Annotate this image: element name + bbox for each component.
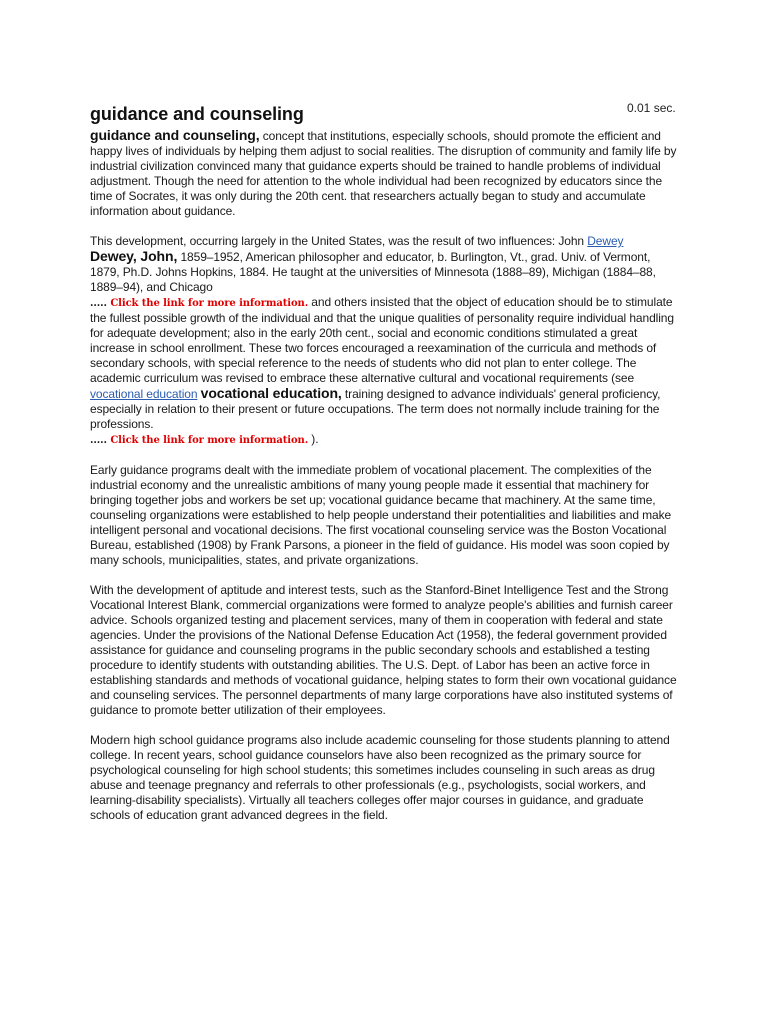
- more-info-link-dewey[interactable]: [90, 298, 308, 309]
- paragraph-definition: [90, 128, 680, 219]
- vocational-education-term: vocational education,: [200, 385, 342, 401]
- more-info-link-vocational[interactable]: [90, 435, 308, 446]
- query-time: 0.01 sec.: [627, 101, 676, 115]
- paragraph-testing: With the development of aptitude and interest tests, such as the Stanford-Binet Intelligence Test and the Strong Vocational Interest Blank, commercial organizations were formed to analyze people's abilities and furnish career advice. Schools organized testing and placement services, many of them in cooperation with federal and state agencies. Under the provisions of the National Defense Education Act (1958), the federal government provided assistance for guidance and counseling programs in the public secondary schools and established a testing procedure to identify students with outstanding abilities. The U.S. Dept. of Labor has been an active force in establishing standards and methods of vocational guidance, helping states to form their own vocational guidance and counseling services. The personnel departments of many large corporations have also instituted systems of guidance to promote better utilization of their employees.: [90, 583, 677, 717]
- definition-text: concept that institutions, especially schools, should promote the efficient and happy lives of individuals by helping them adjust to social realities. The disruption of community and family life by industrial civilization convinced many that guidance experts should be trained to handle problems of individual adjustment. Though the need for attention to the whole individual had been recognized by educators since the time of Socrates, it was only during the 20th cent. that researchers actually began to study and accumulate information about guidance.: [90, 129, 677, 218]
- development-intro: This development, occurring largely in the United States, was the result of two influences: John: [90, 234, 588, 248]
- dewey-term: Dewey, John,: [90, 248, 178, 264]
- article-title: guidance and counseling: [90, 104, 304, 124]
- paragraph-modern-programs: Modern high school guidance programs also include academic counseling for those students planning to attend college. In recent years, school guidance counselors have also been recognized as the primary source for psychological counseling for high school students; this sometimes includes counseling in such areas as drug abuse and teenage pregnancy and referrals to other professionals (e.g., psychologists, social workers, and learning-disability specialists). Virtually all teachers colleges offer major courses in guidance, and graduate schools of education grant advanced degrees in the field.: [90, 733, 670, 822]
- paragraph-early-programs: Early guidance programs dealt with the immediate problem of vocational placement. The complexities of the industrial economy and the unrealistic ambitions of many young people made it essential that machinery for bringing together jobs and workers be set up; vocational guidance became that machinery. At the same time, counseling organizations were established to help people understand their potentialities and liabilities and make intelligent personal and vocational decisions. The first vocational counseling service was the Boston Vocational Bureau, established (1908) by Frank Parsons, a pioneer in the field of guidance. His model was soon copied by many schools, municipalities, states, and private organizations.: [90, 463, 672, 567]
- dewey-link[interactable]: Dewey: [587, 234, 624, 248]
- more-info-dots: .....: [90, 435, 107, 446]
- more-info-message: Click the link for more information.: [110, 298, 309, 309]
- vocational-education-text: training designed to advance individuals' general proficiency, especially in relation to their present or future occupations. The term does not normally include training for the professions.: [90, 387, 661, 431]
- article: [90, 96, 680, 838]
- development-end: ).: [308, 432, 319, 446]
- more-info-message: Click the link for more information.: [110, 435, 309, 446]
- dewey-text: 1859–1952, American philosopher and educator, b. Burlington, Vt., grad. Univ. of Vermont, 1879, Ph.D. Johns Hopkins, 1884. He taught at the universities of Minnesota (1888–89), Michigan (1884–88, 1889–94), and Chicago: [90, 250, 656, 294]
- vocational-education-link[interactable]: vocational education: [90, 387, 198, 401]
- paragraph-development: [90, 234, 680, 448]
- more-info-dots: .....: [90, 298, 107, 309]
- development-middle: and others insisted that the object of education should be to stimulate the fullest possible growth of the individual and that the unique qualities of personality require individual handling for adequate development; also in the early 20th cent., social and economic conditions stimulated a great increase in school enrollment. These two forces encouraged a reexamination of the curricula and methods of secondary schools, with special reference to the needs of students who did not plan to enter college. The academic curriculum was revised to embrace these alternative cultural and vocational requirements (see: [90, 295, 674, 385]
- definition-term: guidance and counseling,: [90, 127, 260, 143]
